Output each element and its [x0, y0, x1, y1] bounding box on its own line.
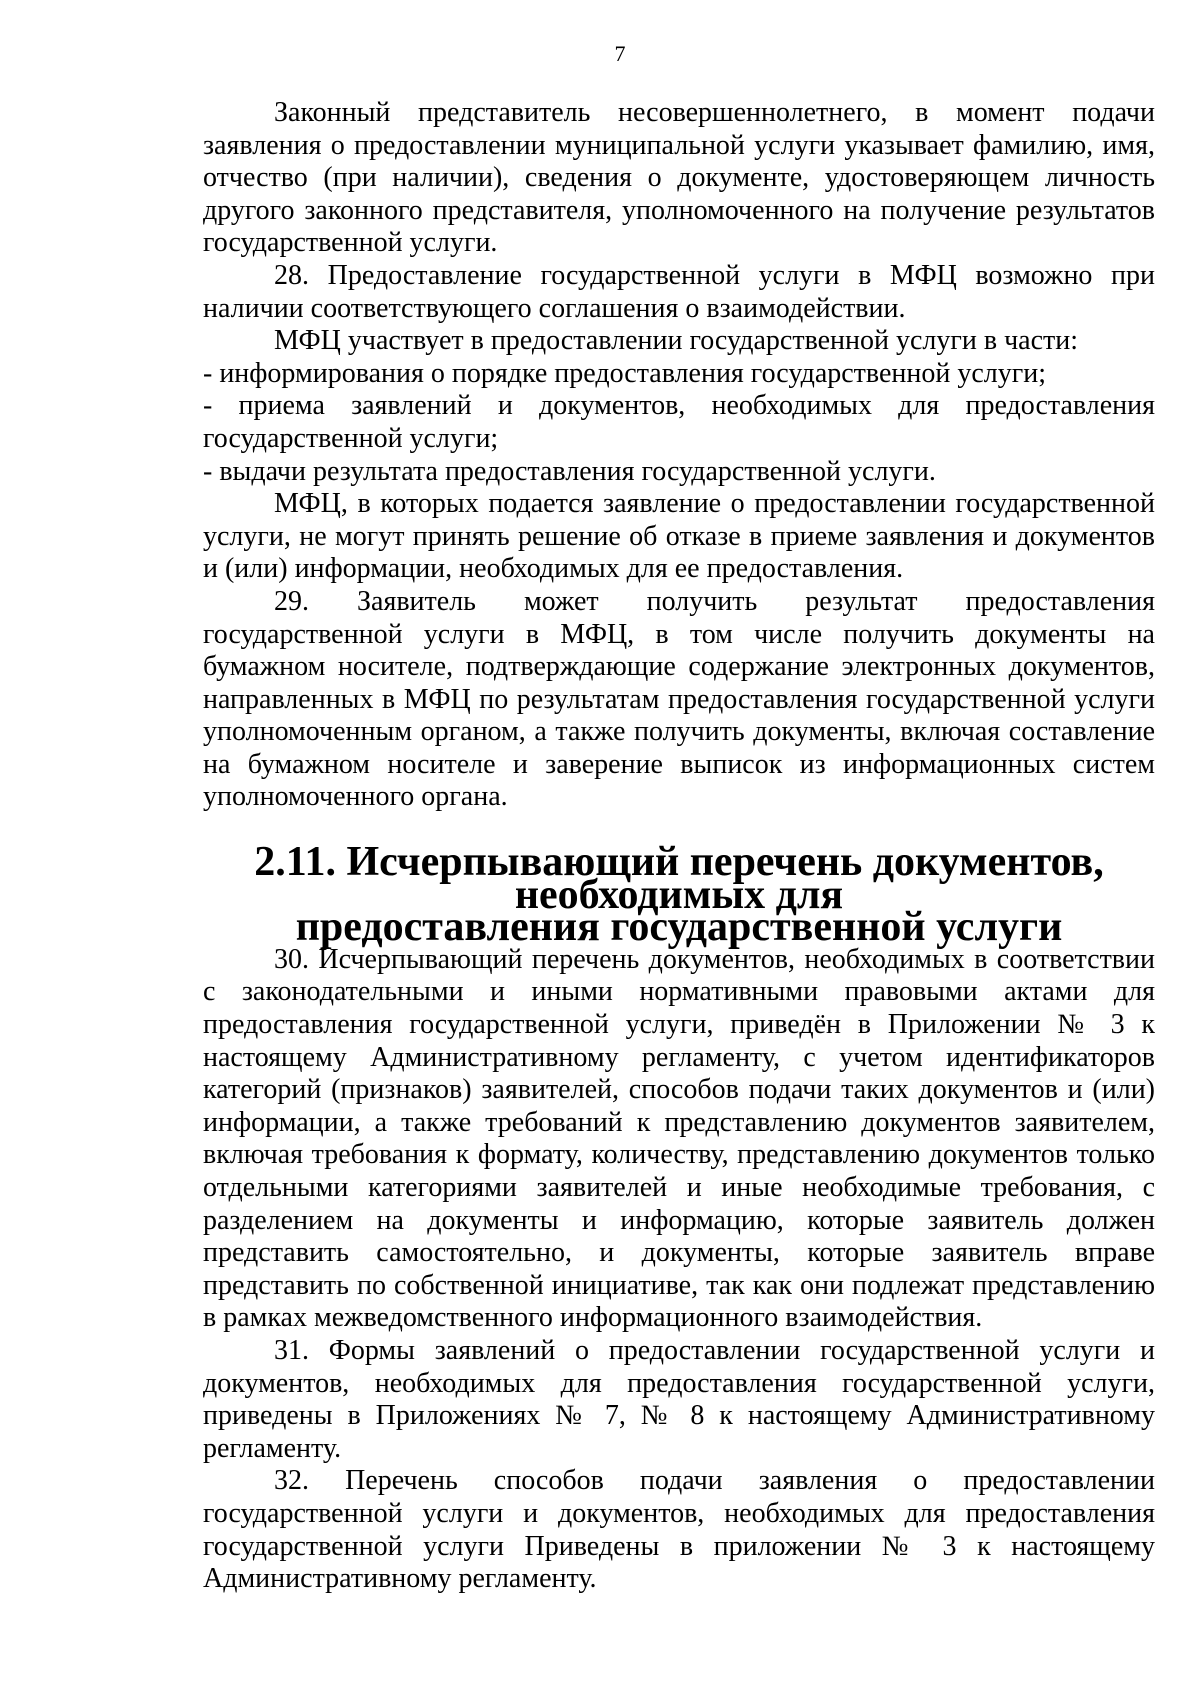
list-item-issuing-result: - выдачи результата предоставления государственной услуги.	[203, 455, 936, 487]
section-heading-line-2: предоставления государственной услуги	[295, 904, 1063, 951]
list-item-accepting-applications: - приема заявлений и документов, необходимых для предоставления государственной услуги;	[203, 390, 1155, 454]
paragraph-30: 30. Исчерпывающий перечень документов, необходимых в соответствии с законодательными и иными нормативными правовыми актами для предоставления государственной услуги, приведён в Приложении № 3 к настоящему Административному регламенту, с учетом идентификаторов категорий (признаков) заявителей, способов подачи таких документов и (или) информации, а также требований к представлению документов заявителем, включая требования к формату, количеству, представлению документов только отдельными категориями заявителей и иные необходимые требования, с разделением на документы и информацию, которые заявитель должен представить самостоятельно, и документы, которые заявитель вправе представить по собственной инициативе, так как они подлежат представлению в рамках межведомственного информационного взаимодействия.	[203, 943, 1155, 1334]
list-item-informing: - информирования о порядке предоставления государственной услуги;	[203, 357, 1047, 389]
paragraph-mfc-no-refusal: МФЦ, в которых подается заявление о предоставлении государственной услуги, не могут принять решение об отказе в приеме заявления и документов и (или) информации, необходимых для ее предоставления.	[203, 488, 1155, 585]
paragraph-28: 28. Предоставление государственной услуги в МФЦ возможно при наличии соответствующего соглашения о взаимодействии.	[203, 259, 1155, 324]
paragraph-31: 31. Формы заявлений о предоставлении государственной услуги и документов, необходимых для предоставления государственной услуги, приведены в Приложениях № 7, № 8 к настоящему Административному регламенту.	[203, 1334, 1155, 1464]
paragraph-32: 32. Перечень способов подачи заявления о предоставлении государственной услуги и документов, необходимых для предоставления государственной услуги Приведены в приложении № 3 к настоящему Административному регламенту.	[203, 1465, 1155, 1595]
section-heading-2-11	[203, 839, 1155, 951]
page-number: 7	[614, 41, 626, 66]
paragraph-29: 29. Заявитель может получить результат предоставления государственной услуги в МФЦ, в том числе получить документы на бумажном носителе, подтверждающие содержание электронных документов, направленных в МФЦ по результатам предоставления государственной услуги уполномоченным органом, а также получить документы, включая составление на бумажном носителе и заверение выписок из информационных систем уполномоченного органа.	[203, 585, 1155, 813]
document-body	[203, 97, 1155, 1596]
paragraph-mfc-participation: МФЦ участвует в предоставлении государственной услуги в части:	[274, 325, 1079, 357]
paragraph-legal-representative: Законный представитель несовершеннолетнего, в момент подачи заявления о предоставлении муниципальной услуги указывает фамилию, имя, отчество (при наличии), сведения о документе, удостоверяющем личность другого законного представителя, уполномоченного на получение результатов государственной услуги.	[203, 97, 1155, 259]
section-heading-line-1: 2.11. Исчерпывающий перечень документов, необходимых для	[254, 839, 1104, 918]
